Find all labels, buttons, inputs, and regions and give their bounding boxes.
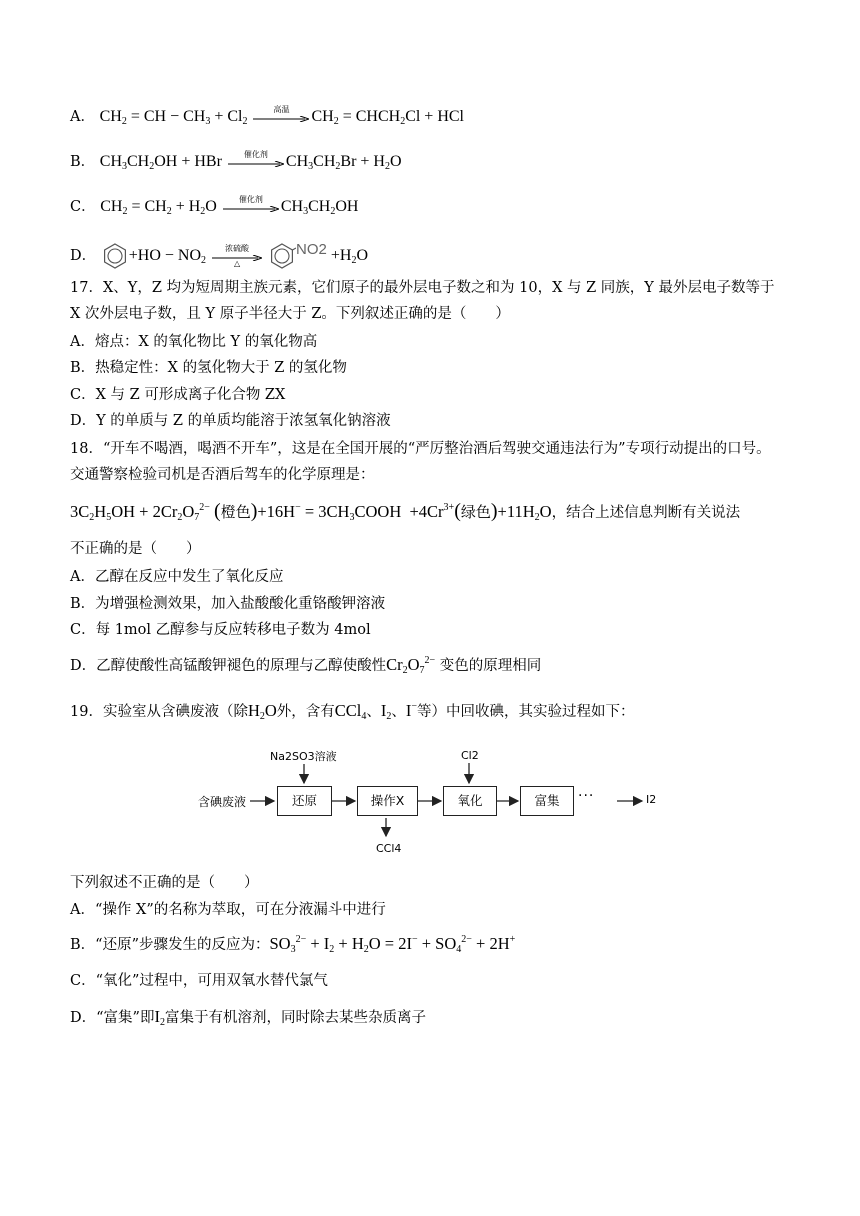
stem-mid3: 、 (391, 704, 406, 720)
flow-input-waste: 含碘废液 (198, 795, 247, 809)
nitro-group-label: NO2 (296, 241, 327, 258)
arrow-condition: 催化剂 (243, 150, 268, 160)
q19-option-b: B．“还原”步骤发生的反应为：$SO_3^{2-} + I_2 + H_2O = 2I^- + SO_4^{2-} + 2H^+$ (70, 934, 516, 955)
option-d-suffix: 富集于有机溶剂，同时除去某些杂质离子 (164, 1010, 426, 1026)
arrow-icon (253, 116, 309, 122)
q17-option-c: C．X 与 Z 可形成离子化合物 ZX (70, 387, 286, 403)
equation-a: $CH_2$ = CH − $CH_3 + Cl_2$ 高温 $CH_2$ = $CHCH_2Cl$ + HCl (99, 105, 464, 127)
green-label: 绿色 (460, 503, 491, 521)
flow-box-reduction: 还原 (277, 786, 332, 816)
flow-ellipsis: ··· (578, 788, 595, 804)
q18-stem-line2: 交通警察检验司机是否酒后驾车的化学原理是： (70, 467, 375, 483)
stem-mid2: 、 (366, 704, 381, 720)
benzene-ring-icon (101, 242, 129, 270)
arrow-icon (228, 161, 284, 167)
arrow-condition: 高温 (273, 105, 290, 115)
flow-box-enrichment: 富集 (520, 786, 574, 816)
equation-tail: ，结合上述信息判断有关说法 (551, 505, 741, 521)
reaction-arrow (223, 197, 279, 217)
q17-stem-line2: X 次外层电子数，且 Y 原子半径大于 Z。下列叙述正确的是（ ） (70, 306, 510, 322)
equation-b: $CH_3CH_2OH$ + HBr 催化剂 $CH_3CH_2Br + H_2O$ (99, 150, 402, 172)
q18-stem-line1: 18．“开车不喝酒，喝酒不开车”，这是在全国开展的“严厉整治酒后驾驶交通违法行为”专项行动提出的口号。 (70, 441, 771, 457)
q18-option-b: B．为增强检测效果，加入盐酸酸化重铬酸钾溶液 (70, 596, 386, 612)
q16-option-d (70, 240, 368, 270)
stem-prefix: 19．实验室从含碘废液（除 (70, 704, 248, 720)
flow-product-i2: I2 (646, 793, 657, 806)
arrow-condition-below: △ (233, 259, 241, 269)
reaction-arrow (228, 152, 284, 172)
nitrobenzene-ring-icon (268, 242, 296, 270)
flow-box-operation-x: 操作X (357, 786, 418, 816)
stem-mid1: 外，含有 (276, 704, 335, 720)
option-label: C． (70, 199, 96, 215)
q19-question: 下列叙述不正确的是（ ） (70, 875, 259, 891)
arrow-condition: 催化剂 (238, 195, 263, 205)
option-label: A． (70, 109, 95, 125)
q17-stem-line1: 17．X、Y，Z 均为短周期主族元素，它们原子的最外层电子数之和为 10，X 与 Z 同族，Y 最外层电子数等于 (70, 280, 775, 296)
option-d-text: D．乙醇使酸性高锰酸钾褪色的原理与乙醇使酸性 (70, 658, 387, 674)
q17-option-d: D．Y 的单质与 Z 的单质均能溶于浓氢氧化钠溶液 (70, 413, 391, 429)
q17-option-b: B．热稳定性：X 的氢化物大于 Z 的氢化物 (70, 360, 347, 376)
q19-option-a: A．“操作 X”的名称为萃取，可在分液漏斗中进行 (70, 902, 386, 918)
arrow-icon (223, 206, 279, 212)
q18-option-c: C．每 1mol 乙醇参与反应转移电子数为 4mol (70, 622, 371, 638)
q17-option-a: A．熔点：X 的氧化物比 Y 的氧化物高 (70, 334, 318, 350)
flow-box-oxidation: 氧化 (443, 786, 497, 816)
option-b-text: B．“还原”步骤发生的反应为： (70, 937, 270, 953)
q18-stem-line4: 不正确的是（ ） (70, 541, 201, 557)
q16-option-a (70, 107, 464, 127)
reaction-arrow (212, 244, 262, 269)
orange-label: 橙色 (220, 503, 251, 521)
q16-option-c (70, 197, 358, 217)
q18-option-d: D．乙醇使酸性高锰酸钾褪色的原理与乙醇使酸性$Cr_2O_7^{2-}$ 变色的原理相同 (70, 655, 542, 676)
flow-output-ccl4: CCl4 (376, 842, 402, 855)
q19-stem: 19．实验室从含碘废液（除$H_2O$外，含有CCl$_4$、$I_2$、I−等）中回收碘，其实验过程如下： (70, 701, 635, 722)
flow-reagent-cl2: Cl2 (461, 749, 479, 762)
dichromate-equation: $3C_2H_5OH + 2Cr_2O_7^{2-}$ (橙色)$+16H^- = 3CH_3COOH +4Cr^{3+}$(绿色)$+11H_2O$ (70, 500, 552, 523)
reaction-arrow (253, 107, 309, 127)
arrow-condition: 浓硫酸 (225, 244, 250, 254)
q16-option-b (70, 152, 402, 172)
q18-equation-line (70, 501, 740, 523)
option-d-text: D．“富集”即 (70, 1010, 155, 1026)
option-label: D． (70, 248, 97, 264)
equation-d: $+HO - NO_2$ 浓硫酸 △ $NO2 +H_2O$ (101, 247, 368, 264)
equation-c: $CH_2 = CH_2 + H_2O$ 催化剂 $CH_3CH_2OH$ (100, 195, 359, 217)
flow-reagent-na2so3: Na2SO3溶液 (270, 750, 337, 763)
option-d-suffix: 变色的原理相同 (439, 658, 542, 674)
option-label: B． (70, 154, 96, 170)
q19-option-d: D．“富集”即$I_2$富集于有机溶剂，同时除去某些杂质离子 (70, 1007, 426, 1028)
q19-option-c: C．“氧化”过程中，可用双氧水替代氯气 (70, 973, 328, 989)
stem-suffix: 等）中回收碘，其实验过程如下： (417, 704, 635, 720)
q18-option-a: A．乙醇在反应中发生了氧化反应 (70, 569, 284, 585)
